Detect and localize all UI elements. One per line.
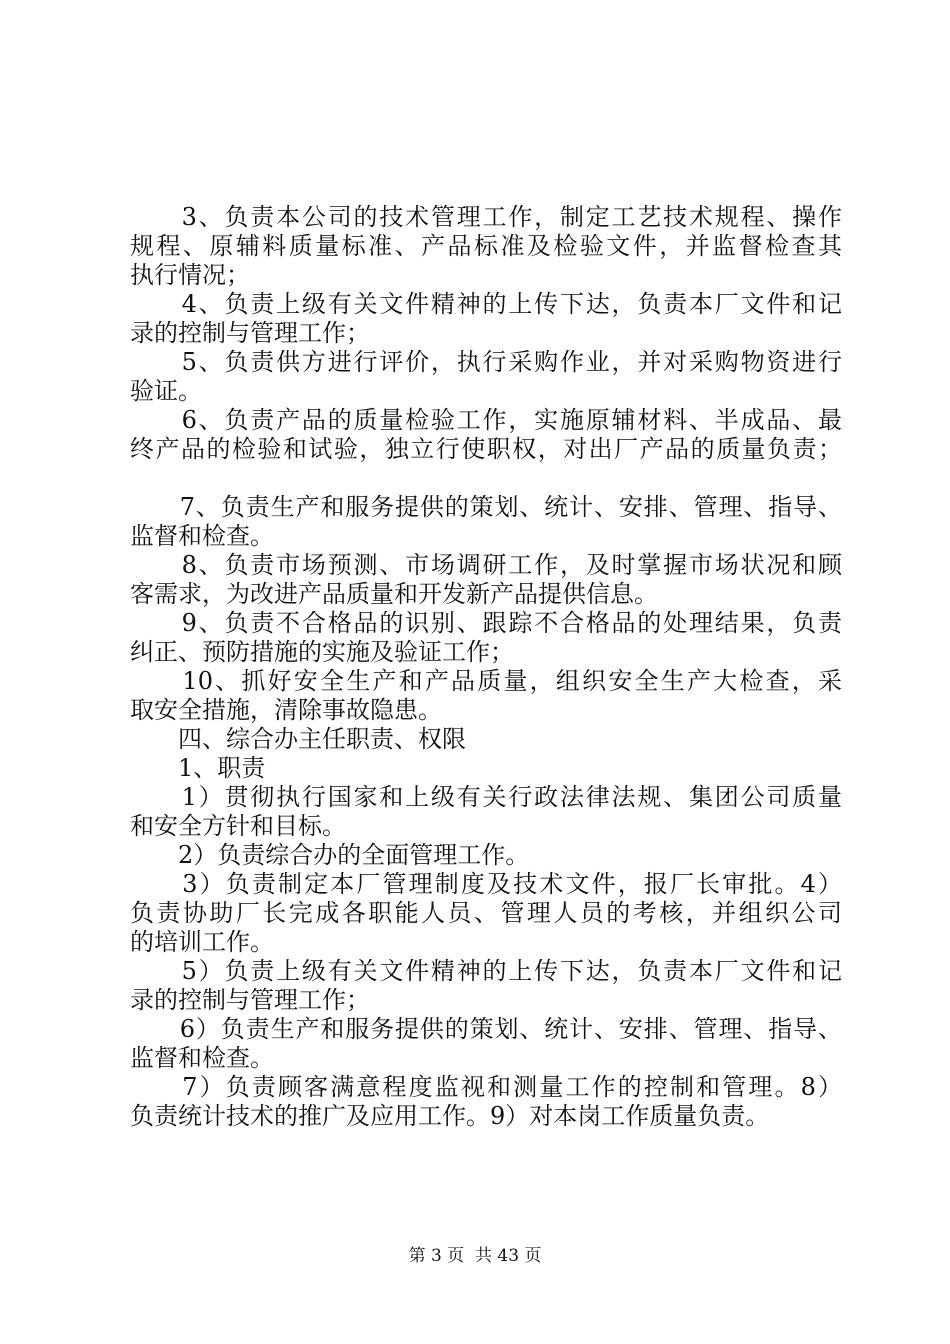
text-line: 3）负责制定本厂管理制度及技术文件，报厂长审批。4） [130,870,842,898]
subsection-heading: 1、职责 [130,754,266,782]
text-line: 负责统计技术的推广及应用工作。9）对本岗工作质量负责。 [130,1102,770,1130]
text-line: 负责协助厂长完成各职能人员、管理人员的考核，并组织公司 [130,899,842,927]
text-line: 录的控制与管理工作； [130,319,370,347]
text-line: 监督和检查。 [130,1044,274,1072]
text-line: 3、负责本公司的技术管理工作，制定工艺技术规程、操作 [130,203,842,231]
text-line: 9、负责不合格品的识别、跟踪不合格品的处理结果，负责 [130,609,842,637]
text-line: 5）负责上级有关文件精神的上传下达，负责本厂文件和记 [130,957,842,985]
text-line: 1）贯彻执行国家和上级有关行政法律法规、集团公司质量 [130,783,842,811]
text-line: 7、负责生产和服务提供的策划、统计、安排、管理、指导、 [130,493,842,521]
text-line: 验证。 [130,377,202,405]
text-line: 8、负责市场预测、市场调研工作，及时掌握市场状况和顾 [130,551,842,579]
text-line: 10、抓好安全生产和产品质量，组织安全生产大检查，采 [130,667,842,695]
text-line: 监督和检查。 [130,522,274,550]
text-line: 2）负责综合办的全面管理工作。 [130,841,530,869]
text-line: 4、负责上级有关文件精神的上传下达，负责本厂文件和记 [130,290,842,318]
text-line: 客需求，为改进产品质量和开发新产品提供信息。 [130,580,658,608]
text-line: 取安全措施，清除事故隐患。 [130,696,442,724]
text-line: 的培训工作。 [130,928,274,956]
section-heading: 四、综合办主任职责、权限 [130,725,466,753]
blank-line [130,464,842,493]
page-number: 第 3 页 共 43 页 [408,1246,542,1266]
text-line: 7）负责顾客满意程度监视和测量工作的控制和管理。8） [130,1073,842,1101]
text-line: 执行情况； [130,261,250,289]
text-line: 录的控制与管理工作； [130,986,370,1014]
text-line: 终产品的检验和试验，独立行使职权，对出厂产品的质量负责； [130,435,842,463]
text-line: 和安全方针和目标。 [130,812,346,840]
page-footer [0,1246,950,1266]
document-body [130,203,842,1131]
text-line: 6、负责产品的质量检验工作，实施原辅材料、半成品、最 [130,406,842,434]
text-line: 纠正、预防措施的实施及验证工作； [130,638,514,666]
text-line: 6）负责生产和服务提供的策划、统计、安排、管理、指导、 [130,1015,842,1043]
text-line: 5、负责供方进行评价，执行采购作业，并对采购物资进行 [130,348,842,376]
text-line: 规程、原辅料质量标准、产品标准及检验文件，并监督检查其 [130,232,842,260]
